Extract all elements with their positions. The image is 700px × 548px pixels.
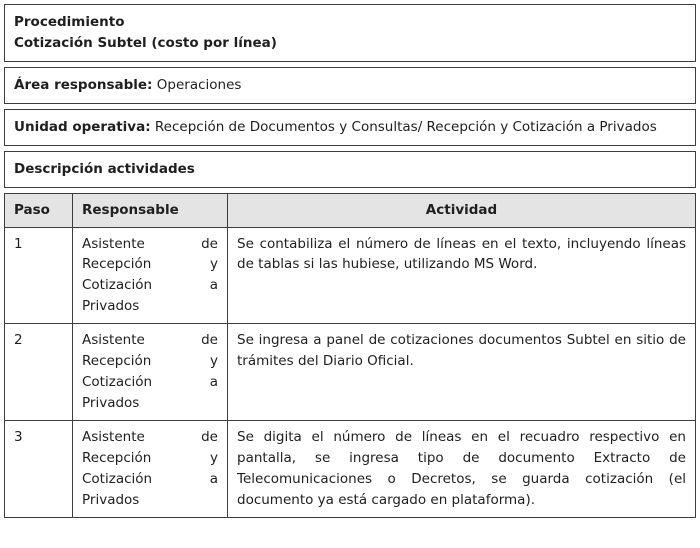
section-title: Descripción actividades (14, 160, 195, 177)
procedure-document (4, 4, 696, 518)
header-actividad: Actividad (228, 193, 696, 227)
doc-title-line2: Cotización Subtel (costo por línea) (14, 34, 277, 51)
unidad-operativa-label: Unidad operativa: (14, 118, 151, 135)
cell-actividad: Se contabiliza el número de líneas en el texto, incluyendo líneas de tablas si las hubiese, utilizando MS Word. (228, 227, 696, 324)
section-title-block (4, 151, 696, 188)
cell-responsable: Asistente de Recepción y Cotización a Privados (73, 324, 228, 421)
header-responsable: Responsable (73, 193, 228, 227)
table-row (5, 324, 696, 421)
area-responsable-label: Área responsable: (14, 76, 153, 93)
cell-responsable: Asistente de Recepción y Cotización a Privados (73, 227, 228, 324)
area-responsable-value: Operaciones (156, 76, 242, 93)
cell-responsable: Asistente de Recepción y Cotización a Privados (73, 420, 228, 517)
cell-actividad: Se digita el número de líneas en el recuadro respectivo en pantalla, se ingresa tipo de documento Extracto de Telecomunicaciones o Decretos, se guarda cotización (el documento ya está cargado en plataforma). (228, 420, 696, 517)
cell-actividad: Se ingresa a panel de cotizaciones documentos Subtel en sitio de trámites del Diario Oficial. (228, 324, 696, 421)
cell-paso: 2 (5, 324, 73, 421)
table-row (5, 227, 696, 324)
title-block (4, 4, 696, 62)
table-header-row (5, 193, 696, 227)
unidad-operativa-block (4, 109, 696, 146)
header-paso: Paso (5, 193, 73, 227)
table-row (5, 420, 696, 517)
activities-table (4, 193, 696, 518)
unidad-operativa-value: Recepción de Documentos y Consultas/ Recepción y Cotización a Privados (154, 118, 657, 135)
cell-paso: 1 (5, 227, 73, 324)
cell-paso: 3 (5, 420, 73, 517)
area-responsable-block (4, 67, 696, 104)
doc-title-line1: Procedimiento (14, 14, 125, 30)
